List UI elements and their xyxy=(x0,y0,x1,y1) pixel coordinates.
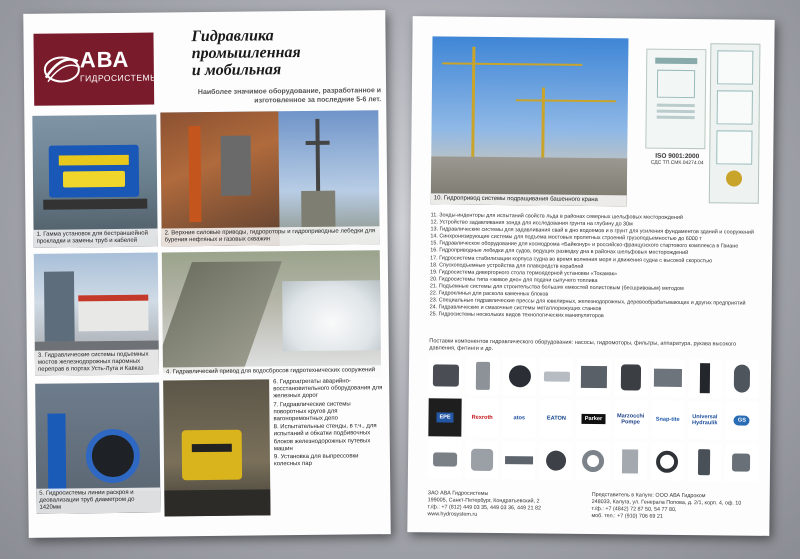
product-bushing xyxy=(613,442,647,480)
list-item: 20. Гидросистемы типа «живое дно» для подачи сыпучего топлива xyxy=(429,276,598,284)
product-fitting xyxy=(540,357,574,395)
photo-spillway-drive xyxy=(162,250,381,378)
photo-drilling-drives xyxy=(160,110,379,246)
list-item: 14. Синхронизирующие системы для подъема мостовых пролетных строений грузоподъемностью до 6000 т xyxy=(430,233,702,243)
contact-line: т./ф.: +7 (812) 449 03 35, 449 03 36, 449 21 82 xyxy=(427,504,542,512)
product-coupling xyxy=(428,440,462,478)
photo-pipe-laying-units xyxy=(32,115,157,248)
photo-pipe-cutting-line xyxy=(35,383,160,514)
product-filter xyxy=(466,357,500,395)
product-adapter xyxy=(465,441,499,479)
product-nozzle xyxy=(688,443,722,481)
product-accumulator xyxy=(726,359,760,397)
list-item: 24. Гидравлические и смазочные системы металлорежущих станков xyxy=(429,304,602,313)
brand-parker: Parker xyxy=(577,400,611,438)
product-manifold xyxy=(651,359,685,397)
photo-railway-equipment xyxy=(163,379,270,516)
photo-tower-crane xyxy=(431,36,629,206)
caption-2: 2. Верхние силовые приводы, гидророторы и гидроприводные лебедки для бурения нефтяных и газовых скважин xyxy=(162,226,380,246)
caption-10: 10. Гидропривод системы подращивания башенного крана xyxy=(431,193,627,206)
contact-line: 248033, Калуга, ул. Генерала Попова, д. 2/1, корп. 4, оф. 10 xyxy=(591,499,742,507)
product-gear xyxy=(539,441,573,479)
product-hose-fitting xyxy=(502,441,536,479)
list-item: 17. Гидросистема стабилизации корпуса судна во время волнения моря и движения судна с высокой скоростью xyxy=(430,254,713,264)
brochure-right-page xyxy=(407,16,774,536)
brand-gs: GS xyxy=(725,401,759,439)
product-plug xyxy=(725,443,759,481)
caption-5: 5. Гидросистемы линии раскроя и деовализации труб диаметром до 1420мм xyxy=(36,488,160,514)
brand-eaton: EATON xyxy=(540,399,574,437)
list-item: 7. Гидравлические системы поворотных кругов для вагоноремонтных депо xyxy=(273,401,351,423)
product-grid xyxy=(428,356,759,487)
certificate-stack xyxy=(709,43,761,204)
product-cylinder xyxy=(689,359,723,397)
logo-swoosh-icon xyxy=(42,49,82,89)
logo-subtitle: ГИДРОСИСТЕМЫ xyxy=(79,72,159,84)
contact-website: www.hydrosystem.ru xyxy=(427,511,478,518)
page-subtitle: Наиболее значимое оборудование, разработанное и изготовленное за последние 5-6 лет. xyxy=(197,87,382,104)
contacts-main-office xyxy=(427,490,577,520)
brand-marzocchi: Marzocchi Pompe xyxy=(614,400,648,438)
list-item: 11. Зонды-инденторы для испытаний свойств льда в районах северных шельфовых месторождений xyxy=(430,212,683,221)
brochure-left-page xyxy=(23,10,390,538)
company-logo xyxy=(33,33,159,106)
list-item: 15. Гидравлическое оборудование для космодрома «Байконур» и российско-французского стартового комплекса в Гвиане xyxy=(430,240,739,250)
contact-line: Представитель в Калуге: ООО АВА Гидроком xyxy=(591,492,706,500)
iso-number: СДС ТП.СМК.04274.04 xyxy=(650,159,704,167)
iso-label xyxy=(647,153,707,167)
page-title: Гидравлика промышленная и мобильная xyxy=(191,27,301,80)
list-item: 25. Гидросистемы нескольких видов технологических манипуляторов xyxy=(429,311,604,320)
list-item: 6. Гидроагрегаты аварийно-восстановительного оборудования для железных дорог xyxy=(273,378,383,400)
product-flange xyxy=(576,442,610,480)
iso-title: ISO 9001:2000 xyxy=(655,152,700,161)
list-item: 23. Специальные гидравлические прессы для ювелирных, железнодорожных, деревообрабатывающих и других предприятий xyxy=(429,297,746,307)
equipment-list-11-25 xyxy=(430,212,761,322)
contacts-kaluga xyxy=(591,492,761,522)
product-motor xyxy=(614,358,648,396)
product-pump xyxy=(429,356,463,394)
list-item: 16. Гидроприводные лебедки для судов, ведущих разведку дна в районах шельфовых месторождений xyxy=(430,247,689,257)
list-item: 18. Спускоподъемные устройства для плавсредств кораблей xyxy=(430,261,584,270)
contact-line: ЗАО АВА Гидросистемы xyxy=(427,490,489,497)
list-item: 22. Гидроклинья для раскола каменных блоков xyxy=(429,290,549,298)
brand-snaptite: Snap-tite xyxy=(651,401,685,439)
contact-line: т./ф.: +7 (4842) 72 87 50, 54 77 80, xyxy=(591,506,677,513)
list-item: 9. Установка для выпрессовки колесных пар xyxy=(273,453,359,468)
brand-atos: atos xyxy=(503,399,537,437)
list-item: 12. Устройство задавливания зонда для исследования грунта на глубину до 30м xyxy=(430,219,633,228)
product-valve xyxy=(503,357,537,395)
caption-4: 4. Гидравлический привод для водосбросов гидротехнических сооружений xyxy=(163,365,381,378)
product-ring xyxy=(651,443,685,481)
brand-universal-hydraulik: Universal Hydraulik xyxy=(688,401,722,439)
suppliers-text: Поставки компонентов гидравлического оборудования: насосы, гидромоторы, фильтры, аппаратура, рукава высокого давления, фитинги и др. xyxy=(429,338,737,352)
iso-certificate xyxy=(645,49,706,150)
equipment-list-6-9 xyxy=(273,378,384,470)
list-item: 8. Испытательные стенды, в т.ч., для испытаний и обкатки подбивочных блоков железнодорожных путевых машин xyxy=(273,423,377,453)
list-item: 21. Подъемные системы для строительства больших емкостей полистовым (бесшривовым) методом xyxy=(429,283,684,292)
logo-name: АВА xyxy=(79,46,130,73)
brand-rexroth: Rexroth xyxy=(465,399,499,437)
brand-epe: EPE xyxy=(428,398,462,436)
list-item: 19. Гидросистема дивергорного стола термоядерной установки «Токамак» xyxy=(430,269,618,278)
contact-line: моб. тел.: +7 (910) 706 69 21 xyxy=(591,513,663,520)
photo-ferry-bridges xyxy=(34,253,159,376)
contact-line: 199005, Санкт-Петербург, Кондратьевский, 2 xyxy=(427,497,540,505)
caption-1: 1. Гамма установок для бестраншейной прокладки и замены труб и кабелей xyxy=(34,229,158,248)
product-block xyxy=(577,358,611,396)
list-item: 13. Гидравлические системы для задавливания свай в дно водоемов и в грунт для усиления фундаментов зданий и сооружений xyxy=(430,226,754,236)
caption-3: 3. Гидравлические системы подъемных мостов железнодорожных паромных переправ в портах Усть-Луга и Кавказ xyxy=(35,350,159,376)
